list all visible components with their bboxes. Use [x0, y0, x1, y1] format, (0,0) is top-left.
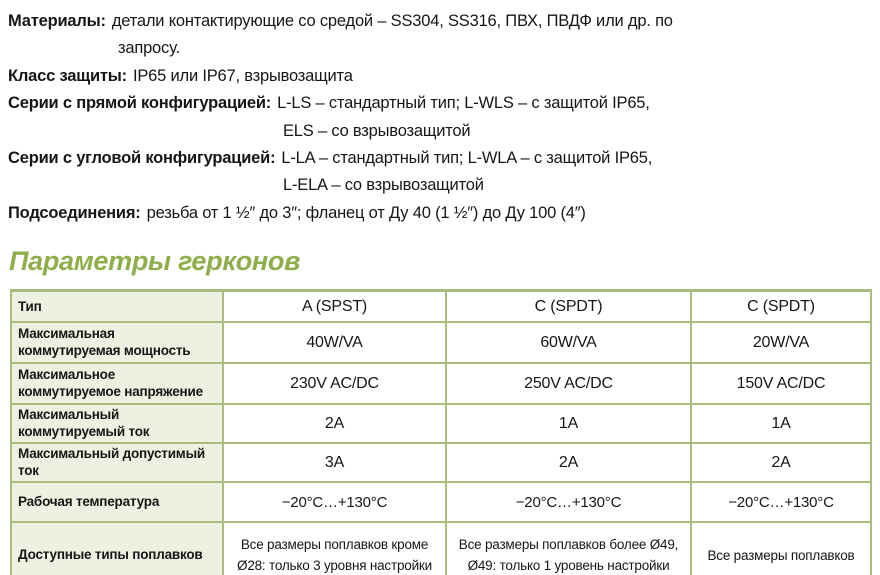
spec-term: Серии с угловой конфигурацией:	[8, 149, 276, 168]
spec-line-angle-series-cont	[283, 172, 880, 199]
row-label-cell: Тип	[11, 291, 223, 323]
spec-line-protection	[8, 63, 880, 90]
spec-line-connections	[8, 200, 880, 227]
spec-term: Серии с прямой конфигурацией:	[8, 94, 272, 113]
value-cell: 20W/VA	[691, 322, 871, 363]
spec-line-straight-series-cont	[283, 118, 880, 145]
table-row	[11, 363, 871, 404]
spec-text: L-LA – стандартный тип; L-WLA – с защитой IP65,	[281, 149, 653, 168]
reed-switch-params-table	[10, 289, 872, 575]
table-row	[11, 482, 871, 522]
value-cell: 60W/VA	[446, 322, 691, 363]
row-label-cell: Максимальная коммутируемая мощность	[11, 322, 223, 363]
spec-text: резьба от 1 ½″ до 3″; фланец от Ду 40 (1 ½″) до Ду 100 (4″)	[146, 203, 586, 222]
spec-text: ELS – со взрывозащитой	[283, 121, 471, 140]
value-cell: Все размеры поплавков кроме Ø28: только 3 уровня настройки	[223, 522, 446, 575]
value-cell: A (SPST)	[223, 291, 446, 323]
value-cell: Все размеры поплавков	[691, 522, 871, 575]
value-cell: 250V AC/DC	[446, 363, 691, 404]
value-cell: 2A	[223, 404, 446, 443]
table-row	[11, 291, 871, 323]
spec-text: IP65 или IP67, взрывозащита	[132, 66, 353, 85]
value-cell: 1A	[691, 404, 871, 443]
spec-line-straight-series	[8, 90, 880, 117]
spec-term: Класс защиты:	[8, 66, 127, 85]
value-cell: Все размеры поплавков более Ø49, Ø49: только 1 уровень настройки	[446, 522, 691, 575]
value-cell: −20°C…+130°C	[446, 482, 691, 522]
spec-text: L-ELA – со взрывозащитой	[283, 176, 484, 195]
table-row	[11, 522, 871, 575]
spec-term: Подсоединения:	[8, 203, 141, 222]
row-label-cell: Доступные типы поплавков	[11, 522, 223, 575]
value-cell: 40W/VA	[223, 322, 446, 363]
value-cell: −20°C…+130°C	[223, 482, 446, 522]
value-cell: 1A	[446, 404, 691, 443]
spec-text: запросу.	[118, 39, 180, 58]
value-cell: 2A	[446, 443, 691, 482]
value-cell: C (SPDT)	[691, 291, 871, 323]
value-cell: −20°C…+130°C	[691, 482, 871, 522]
row-label-cell: Рабочая температура	[11, 482, 223, 522]
row-label-cell: Максимальный коммутируемый ток	[11, 404, 223, 443]
value-cell: 230V AC/DC	[223, 363, 446, 404]
spec-text: детали контактирующие со средой – SS304, SS316, ПВХ, ПВДФ или др. по	[111, 12, 673, 30]
value-cell: 150V AC/DC	[691, 363, 871, 404]
spec-term: Материалы:	[8, 12, 106, 30]
table-row	[11, 404, 871, 443]
spec-line-angle-series	[8, 145, 880, 172]
row-label-cell: Максимальное коммутируемое напряжение	[11, 363, 223, 404]
spec-line-materials-cont	[118, 35, 880, 62]
value-cell: 2A	[691, 443, 871, 482]
section-title: Параметры герконов	[9, 246, 301, 277]
spec-line-materials	[8, 8, 880, 35]
value-cell: 3A	[223, 443, 446, 482]
value-cell: C (SPDT)	[446, 291, 691, 323]
table-row	[11, 443, 871, 482]
row-label-cell: Максимальный допустимый ток	[11, 443, 223, 482]
spec-info-block	[0, 0, 880, 227]
table-row	[11, 322, 871, 363]
spec-text: L-LS – стандартный тип; L-WLS – с защитой IP65,	[277, 94, 650, 113]
